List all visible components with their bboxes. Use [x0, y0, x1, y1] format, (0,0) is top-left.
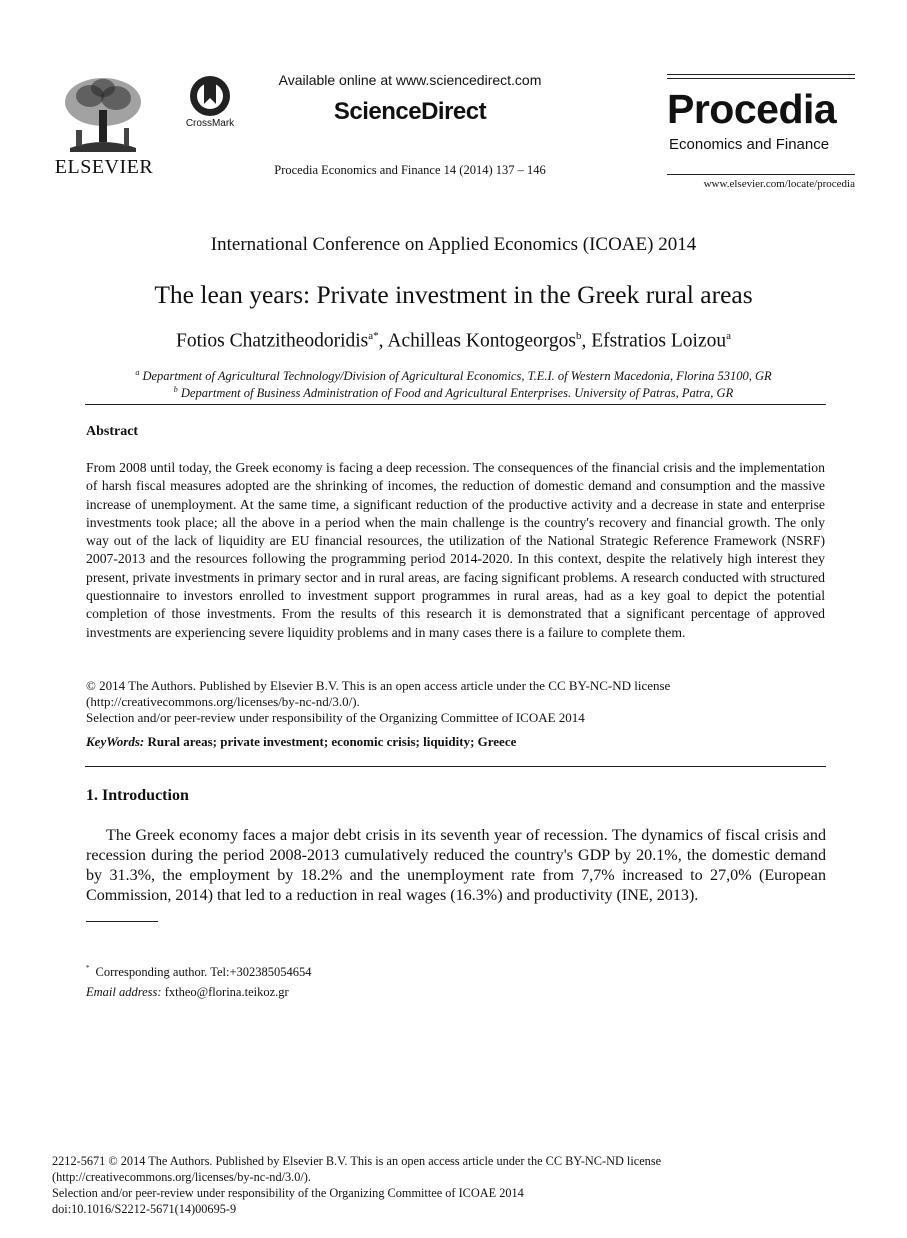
divider: [85, 404, 826, 405]
author-affiliation-mark: a: [726, 330, 731, 342]
author-affiliation-mark: a*: [368, 330, 379, 342]
footnote-corresponding: [86, 964, 312, 980]
bottom-license-link[interactable]: (http://creativecommons.org/licenses/by-nc-nd/3.0/).: [52, 1170, 311, 1184]
copyright-notice: [86, 678, 826, 710]
procedia-url-link[interactable]: www.elsevier.com/locate/procedia: [703, 178, 855, 190]
abstract-heading: Abstract: [86, 424, 139, 439]
author-name: Fotios Chatzitheodoridis: [175, 330, 369, 352]
author-name: Achilleas Kontogeorgos: [387, 330, 577, 352]
author-list: [0, 330, 907, 353]
crossmark-icon: [188, 74, 232, 118]
available-online-text: Available online at www.sciencedirect.com: [278, 72, 542, 88]
license-link[interactable]: (http://creativecommons.org/licenses/by-nc-nd/3.0/).: [86, 694, 360, 709]
elsevier-wordmark: ELSEVIER: [54, 156, 154, 178]
email-label: Email address:: [86, 985, 162, 999]
procedia-title: Procedia: [667, 86, 837, 132]
sciencedirect-logo[interactable]: ScienceDirect: [333, 98, 487, 125]
section-body: The Greek economy faces a major debt crisis in its seventh year of recession. The dynamics of fiscal crisis and recession during the period 2008-2013 cumulatively reduced the country's GDP by 20.1%, the domestic demand by 31.3%, the employment by 18.2% and the unemployment rate from 7,7% increased to 27,0% (European Commission, 2014) that led to a reduction in real wages (16.3%) and productivity (INE, 2013).: [86, 827, 826, 904]
journal-reference: Procedia Economics and Finance 14 (2014) 137 – 146: [274, 163, 546, 177]
author-affiliation-mark: b: [576, 330, 582, 342]
section-heading: 1. Introduction: [86, 787, 189, 804]
procedia-top-rule-2: [667, 78, 855, 79]
keywords-values: Rural areas; private investment; economic crisis; liquidity; Greece: [147, 734, 517, 749]
email-value[interactable]: fxtheo@florina.teikoz.gr: [161, 985, 289, 999]
doi[interactable]: doi:10.1016/S2212-5671(14)00695-9: [52, 1202, 237, 1216]
procedia-top-rule: [667, 74, 855, 75]
bottom-copyright: 2212-5671 © 2014 The Authors. Published by Elsevier B.V. This is an open access article under the CC BY-NC-ND license: [52, 1154, 662, 1168]
elsevier-tree-icon: [60, 74, 146, 152]
author-separator: ,: [581, 330, 592, 352]
crossmark-badge[interactable]: [180, 74, 240, 134]
divider: [85, 766, 826, 767]
keywords-label: KeyWords:: [86, 734, 145, 749]
bottom-license-block: [52, 1153, 832, 1217]
procedia-subtitle: Economics and Finance: [669, 136, 830, 153]
affiliation-b: [0, 385, 907, 401]
crossmark-label: CrossMark: [185, 118, 235, 129]
footnote-mark: *: [86, 964, 90, 972]
conference-name: International Conference on Applied Economics (ICOAE) 2014: [210, 234, 697, 255]
elsevier-logo: [52, 74, 156, 178]
keywords: [86, 734, 826, 750]
affiliation-text: Department of Agricultural Technology/Division of Agricultural Economics, T.E.I. of Western Macedonia, Florina 53100, GR: [142, 369, 772, 384]
affiliation-text: Department of Business Administration of Food and Agricultural Enterprises. University of Patras, Patra, GR: [180, 386, 734, 401]
affiliation-mark: b: [173, 385, 178, 394]
author-separator: ,: [378, 330, 388, 352]
affiliation-a: [0, 368, 907, 384]
procedia-logo: [667, 74, 855, 194]
paper-title: The lean years: Private investment in the Greek rural areas: [154, 280, 753, 309]
footnote-text: Corresponding author. Tel:+302385054654: [95, 965, 312, 979]
bottom-peer-review: Selection and/or peer-review under responsibility of the Organizing Committee of ICOAE 2014: [52, 1186, 524, 1200]
footnote-email: [86, 985, 289, 1000]
affiliation-mark: a: [135, 368, 140, 377]
abstract-body: From 2008 until today, the Greek economy is facing a deep recession. The consequences of the financial crisis and the implementation of harsh fiscal measures adopted are the shrinking of incomes, the reduction of domestic demand and consumption and the massive increase of unemployment. At the same time, a significant reduction of the productive activity and a decrease in state and enterprise investments took place; all the above in a period when the main challenge is the country's recovery and financial growth. The only way out of the lack of liquidity are EU financial resources, the utilization of the National Strategic Reference Framework (NSRF) 2007-2013 and the resources following the programming period 2014-2020. In this context, despite the relatively high interest they present, private investments in primary sector and in rural areas, are facing significant problems. A research conducted with structured questionnaire to investors enrolled to investment support programmes in rural areas, had as a key goal to depict the potential completion of those investments. From the results of this research it is demonstrated that a significant percentage of approved investments are experiencing severe liquidity problems and in many cases there is a failure to complete them.: [86, 460, 825, 640]
copyright-text: © 2014 The Authors. Published by Elsevier B.V. This is an open access article under the CC BY-NC-ND license: [86, 678, 671, 693]
author-name: Efstratios Loizou: [591, 330, 727, 352]
procedia-bottom-rule: [667, 174, 855, 175]
footnote-divider: [86, 921, 158, 922]
peer-review-note: Selection and/or peer-review under responsibility of the Organizing Committee of ICOAE 2014: [86, 710, 585, 725]
